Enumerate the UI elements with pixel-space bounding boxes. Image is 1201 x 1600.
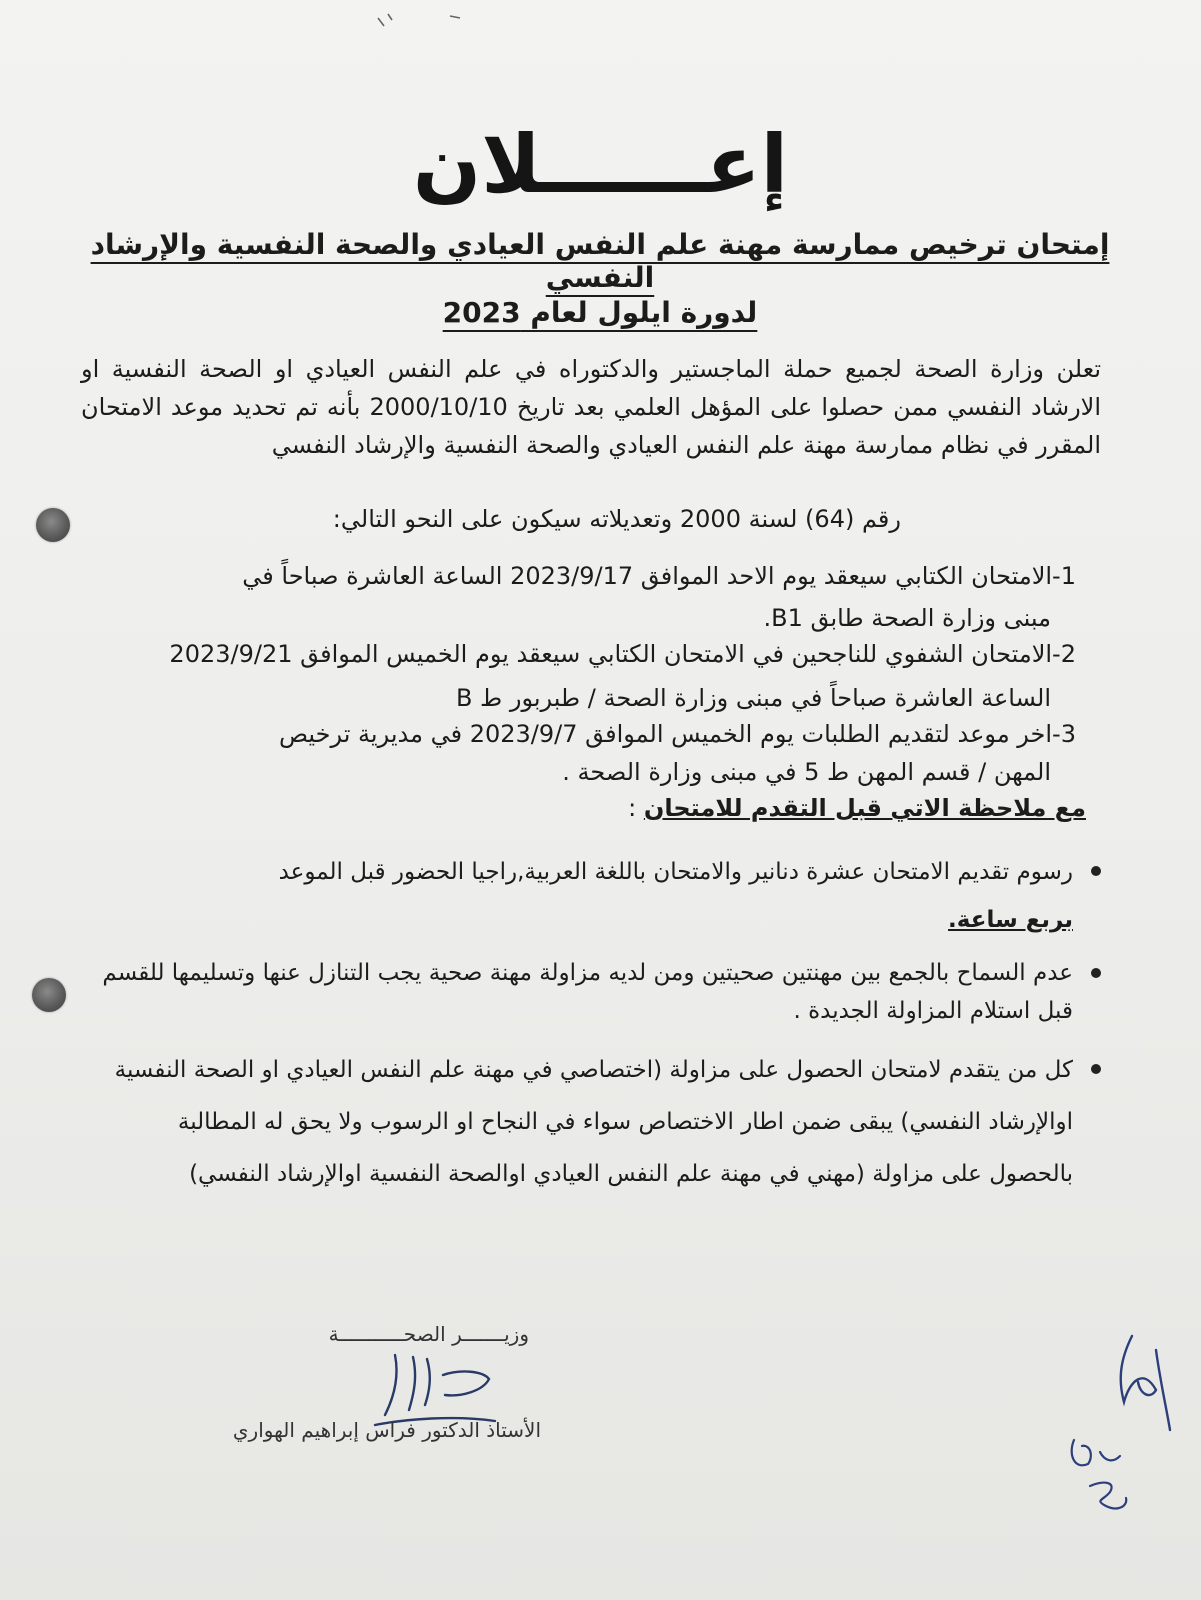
bullet-item-fees <box>101 848 1101 944</box>
binder-hole-top <box>36 508 70 542</box>
bullet-dot-icon <box>1091 1064 1101 1074</box>
item-3-line-2: المهن / قسم المهن ط 5 في مبنى وزارة الصحة . <box>562 758 1051 786</box>
bullet-dot-icon <box>1091 968 1101 978</box>
note-heading-suffix: : <box>628 794 644 822</box>
bullet-emphasis: بربع ساعة. <box>948 907 1073 933</box>
bullet-item-dual-profession <box>101 954 1101 1030</box>
item-1-line-1: 1-الامتحان الكتابي سيعقد يوم الاحد الموافق 2023/9/17 الساعة العاشرة صباحاً في <box>242 562 1076 590</box>
exam-subtitle: إمتحان ترخيص ممارسة مهنة علم النفس العيادي والصحة النفسية والإرشاد النفسي <box>90 228 1110 294</box>
intro-paragraph: تعلن وزارة الصحة لجميع حملة الماجستير والدكتوراه في علم النفس العيادي او الصحة النفسية او الارشاد النفسي ممن حصلوا على المؤهل العلمي بعد تاريخ 2000/10/10 بأنه تم تحديد موعد الامتحان المقرر في نظام ممارسة مهنة علم النفس العيادي والصحة النفسية والإرشاد النفسي <box>81 355 1102 459</box>
item-1-line-2: مبنى وزارة الصحة طابق B1. <box>763 604 1051 632</box>
bullet-text: كل من يتقدم لامتحان الحصول على مزاولة (اختصاصي في مهنة علم النفس العيادي او الصحة النفسية اوالإرشاد النفسي) يبقى ضمن اطار الاختصاص سواء في النجاح او الرسوب ولا يحق له المطالبة بالحصول على مزاولة (مهني في مهنة علم النفس العيادي اوالصحة النفسية اوالإرشاد النفسي) <box>114 1057 1073 1187</box>
binder-hole-middle <box>32 978 66 1012</box>
item-3-line-1: 3-اخر موعد لتقديم الطلبات يوم الخميس الموافق 2023/9/7 في مديرية ترخيص <box>279 720 1076 748</box>
signature-role: وزيـــــــر الصحـــــــــــة <box>328 1322 529 1346</box>
bullet-item-specialization <box>101 1044 1101 1200</box>
corner-mark-icon <box>370 6 470 32</box>
bullet-text: عدم السماح بالجمع بين مهنتين صحيتين ومن لديه مزاولة مهنة صحية يجب التنازل عنها وتسليمها للقسم قبل استلام المزاولة الجديدة . <box>102 960 1073 1024</box>
note-heading <box>628 794 1086 822</box>
item-2-line-2: الساعة العاشرة صباحاً في مبنى وزارة الصحة / طبربور ط B <box>455 684 1051 712</box>
intro-closing-line: رقم (64) لسنة 2000 وتعديلاته سيكون على النحو التالي: <box>332 505 901 533</box>
session-label: لدورة ايلول لعام 2023 <box>442 296 758 329</box>
announcement-title: إعــــــلان <box>412 118 789 211</box>
margin-initials-icon <box>1060 1330 1180 1520</box>
note-heading-text: مع ملاحظة الاتي قبل التقدم للامتحان <box>643 794 1086 822</box>
bullet-dot-icon <box>1091 866 1101 876</box>
bullet-text: رسوم تقديم الامتحان عشرة دنانير والامتحان باللغة العربية,راجيا الحضور قبل الموعد <box>278 859 1073 885</box>
item-2-line-1: 2-الامتحان الشفوي للناجحين في الامتحان الكتابي سيعقد يوم الخميس الموافق 2023/9/21 <box>169 640 1076 668</box>
signature-name: الأستاذ الدكتور فراس إبراهيم الهواري <box>232 1418 541 1442</box>
